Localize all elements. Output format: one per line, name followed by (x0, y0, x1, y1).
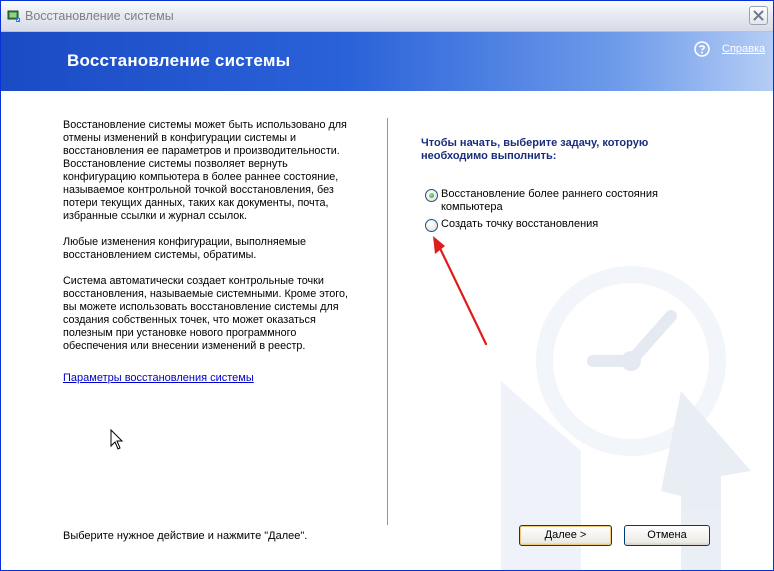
option-label[interactable]: Восстановление более раннего состояния компьютера (441, 188, 658, 213)
radio-button[interactable] (425, 219, 438, 232)
description-paragraph-3 (63, 275, 355, 353)
page-title: Восстановление системы (67, 51, 291, 70)
mouse-cursor-icon (110, 429, 124, 451)
description-text: Система автоматически создает контрольные точки восстановления, называемые системными. Кроме этого, вы можете использовать восстановление системы для создания собственных точек, что может оказаться полезным при установке нового программного обеспечения или внесении изменений в реестр. (63, 275, 348, 352)
window-title: Восстановление системы (25, 9, 174, 23)
restore-settings-link[interactable]: Параметры восстановления системы (63, 372, 254, 384)
wizard-header (1, 32, 773, 91)
title-bar[interactable] (1, 1, 773, 32)
description-text: Любые изменения конфигурации, выполняемые восстановлением системы, обратимы. (63, 236, 306, 261)
footer-instruction: Выберите нужное действие и нажмите "Далее". (63, 530, 308, 542)
next-button-label: Далее > (544, 529, 587, 541)
radio-button-selected[interactable] (425, 189, 438, 202)
system-restore-icon (7, 9, 21, 23)
close-button[interactable] (749, 6, 768, 25)
annotation-arrow (431, 236, 491, 346)
description-paragraph-2 (63, 236, 355, 262)
cancel-button-label: Отмена (647, 529, 687, 541)
description-paragraph-1 (63, 119, 355, 223)
clock-watermark-icon (481, 261, 773, 570)
next-button[interactable] (519, 525, 612, 546)
vertical-divider (387, 118, 388, 525)
close-icon (753, 10, 764, 21)
help-icon[interactable] (694, 41, 710, 57)
help-link[interactable]: Справка (722, 43, 766, 55)
cancel-button[interactable] (624, 525, 710, 546)
option-label[interactable]: Создать точку восстановления (441, 218, 599, 230)
task-heading: Чтобы начать, выберите задачу, которую необходимо выполнить: (421, 137, 649, 162)
wizard-content (1, 91, 773, 570)
description-text: Восстановление системы может быть использовано для отмены изменений в конфигурации системы и восстановления ее параметров и производительности. Восстановление системы позволяет вернуть конфигурацию компьютера в более раннее состояние, называемое контрольной точкой восстановления, без потери текущих данных, таких как документы, почта, избранные ссылки и журнал ссылок. (63, 119, 347, 222)
